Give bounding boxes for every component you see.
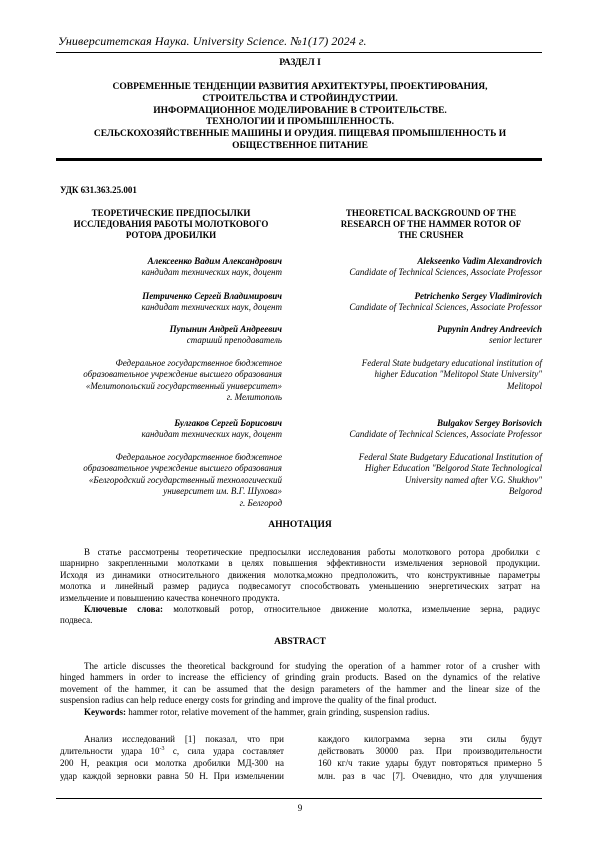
affiliation-ru: [60, 452, 282, 509]
abstract-text: [60, 661, 540, 718]
keywords-text: молотковый ротор, относительное движение молотка, измельчение зерна, радиус: [173, 604, 540, 615]
affiliation-en: [320, 452, 542, 498]
author-en: [320, 291, 542, 314]
abstract-keywords: [60, 707, 540, 718]
affiliation-line: Федеральное государственное бюджетное: [115, 358, 282, 368]
section-divider: [56, 158, 542, 161]
body-line: действовать 30000 раз. При производительности: [318, 746, 542, 757]
affiliation-ru: [60, 358, 282, 404]
body-line: Анализ исследований [1] показал, что при: [84, 734, 284, 744]
affiliation-line: higher Education "Melitopol State University": [374, 369, 542, 380]
affiliation-line: Higher Education "Belgorod State Technological: [364, 463, 542, 474]
body-line: млн. раз в час [7]. Очевидно, что для улучшения: [318, 770, 542, 781]
affiliation-line: Federal State Budgetary Educational Institution of: [358, 452, 542, 462]
title-line: THE CRUSHER: [398, 230, 464, 240]
keywords-label: Keywords:: [84, 706, 126, 717]
section-title-line: ИНФОРМАЦИОННОЕ МОДЕЛИРОВАНИЕ В СТРОИТЕЛЬСТВЕ.: [153, 105, 447, 116]
title-line: RESEARCH OF THE HAMMER ROTOR OF: [340, 219, 522, 229]
author-name: Петриченко Сергей Владимирович: [142, 291, 282, 301]
section-title-line: ТЕХНОЛОГИИ И ПРОМЫШЛЕННОСТЬ.: [205, 117, 395, 128]
author-position: senior lecturer: [489, 335, 542, 346]
body-line: каждого килограмма зерна эти силы будут: [318, 734, 542, 744]
abstract-line: The article discusses the theoretical background for studying the operation of a hammer rotor of a crusher with: [84, 661, 540, 671]
annotation-keywords-cont: подвеса.: [60, 615, 93, 626]
author-name: Alekseenko Vadim Alexandrovich: [417, 256, 542, 266]
keywords-label: Ключевые слова:: [84, 604, 163, 615]
section-title-line: СТРОИТЕЛЬСТВА И СТРОЙИНДУСТРИИ.: [202, 93, 398, 104]
section-title-line: СЕЛЬСКОХОЗЯЙСТВЕННЫЕ МАШИНЫ И ОРУДИЯ. ПИЩЕВАЯ ПРОМЫШЛЕННОСТЬ И: [93, 129, 507, 140]
author-position: Candidate of Technical Sciences, Associate Professor: [349, 267, 542, 278]
page-number: 9: [297, 803, 303, 813]
affiliation-line: University named after V.G. Shukhov": [404, 474, 542, 485]
annotation-line: шарнирно закрепленными молотками в целях повышения эффективности измельчения зерновой продукции.: [60, 558, 540, 569]
affiliation-line: Melitopol: [507, 380, 542, 391]
author-name: Bulgakov Sergey Borisovich: [437, 418, 542, 428]
body-line: удар каждой зерновки равна 50 Н. При измельчении: [60, 770, 284, 781]
author-position: кандидат технических наук, доцент: [141, 302, 282, 313]
affiliation-line: г. Белгород: [239, 497, 282, 508]
author-ru: [60, 324, 282, 347]
udk-code: УДК 631.363.25.001: [60, 185, 137, 195]
body-line: [60, 745, 284, 757]
affiliation-line: университет им. В.Г. Шухова»: [163, 486, 282, 497]
body-text: длительности удара 10: [60, 746, 160, 757]
affiliation-line: «Мелитопольский государственный университет»: [85, 380, 282, 391]
affiliation-line: образовательное учреждение высшего образования: [83, 463, 282, 474]
exponent: -3: [159, 746, 165, 753]
author-name: Pupynin Andrey Andreevich: [437, 324, 542, 334]
header-rule: [56, 52, 542, 53]
section-label: РАЗДЕЛ I: [279, 58, 321, 68]
section-title-line: СОВРЕМЕННЫЕ ТЕНДЕНЦИИ РАЗВИТИЯ АРХИТЕКТУРЫ, ПРОЕКТИРОВАНИЯ,: [112, 82, 488, 92]
body-text: с, сила удара составляет: [164, 746, 284, 757]
author-name: Булгаков Сергей Борисович: [174, 418, 282, 428]
running-head: Университетская Наука. University Science. №1(17) 2024 г.: [58, 34, 367, 48]
annotation-line: молотка и линейный размер радиуса подвесамогут способствовать уменьшению энергетических затрат на: [60, 581, 540, 592]
author-en: [320, 324, 542, 347]
author-ru: [60, 256, 282, 279]
author-position: Candidate of Technical Sciences, Associate Professor: [349, 429, 542, 440]
author-ru: [60, 418, 282, 441]
paper-title-en: [320, 208, 542, 241]
affiliation-line: образовательное учреждение высшего образования: [83, 369, 282, 380]
body-column-right: [318, 733, 542, 782]
body-column-left: [60, 733, 284, 782]
footer-rule: [56, 798, 542, 799]
author-ru: [60, 291, 282, 314]
title-line: РОТОРА ДРОБИЛКИ: [125, 230, 217, 240]
author-name: Petrichenko Sergey Vladimirovich: [414, 291, 542, 301]
title-line: ИССЛЕДОВАНИЯ РАБОТЫ МОЛОТКОВОГО: [73, 219, 269, 229]
abstract-heading: ABSTRACT: [274, 637, 326, 647]
abstract-line: suspension radius can help reduce energy costs for grinding and improve the quality of the final product.: [60, 695, 437, 706]
keywords-text: hammer rotor, relative movement of the hammer, grain grinding, suspension radius.: [128, 706, 430, 717]
annotation-line: Исходя из динамики относительного движения молотка,можно предположить, что конструктивные параметры: [60, 569, 540, 580]
body-line: 160 кг/ч такие удары будут повторяться примерно 5: [318, 758, 542, 769]
abstract-line: hinged hammers in order to increase the efficiency of grinding grain products. Based on the dynamics of the relative: [60, 672, 540, 683]
abstract-line: movement of the hammer, it can be assumed that the design parameters of the hammer and the linear size of the: [60, 683, 540, 694]
author-en: [320, 418, 542, 441]
paper-title-ru: [60, 208, 282, 241]
affiliation-line: Federal State budgetary educational institution of: [361, 358, 542, 368]
annotation-line: В статье рассмотрены теоретические предпосылки исследования работы молоткового ротора дробилки с: [84, 547, 540, 557]
author-name: Алексеенко Вадим Александрович: [147, 256, 282, 266]
author-position: кандидат технических наук, доцент: [141, 429, 282, 440]
section-title: [80, 82, 520, 153]
body-line: 200 Н, реакция оси молотка дробилки МД-300 на: [60, 758, 284, 769]
affiliation-line: г. Мелитополь: [226, 392, 282, 403]
author-en: [320, 256, 542, 279]
section-title-line: ОБЩЕСТВЕННОЕ ПИТАНИЕ: [232, 140, 368, 151]
affiliation-line: Федеральное государственное бюджетное: [115, 452, 282, 462]
annotation-keywords: [60, 604, 540, 615]
title-line: THEORETICAL BACKGROUND OF THE: [345, 208, 517, 218]
annotation-line: измельчение и повышению качества конечного продукта.: [60, 592, 280, 603]
annotation-text: [60, 547, 540, 627]
affiliation-line: «Белгородский государственный технологический: [88, 474, 282, 485]
annotation-heading: АННОТАЦИЯ: [268, 520, 332, 530]
affiliation-line: Belgorod: [508, 486, 542, 497]
author-position: Candidate of Technical Sciences, Associate Professor: [349, 302, 542, 313]
affiliation-en: [320, 358, 542, 392]
title-line: ТЕОРЕТИЧЕСКИЕ ПРЕДПОСЫЛКИ: [91, 208, 251, 218]
author-position: кандидат технических наук, доцент: [141, 267, 282, 278]
author-name: Пупынин Андрей Андреевич: [169, 324, 282, 334]
author-position: старший преподаватель: [186, 335, 282, 346]
